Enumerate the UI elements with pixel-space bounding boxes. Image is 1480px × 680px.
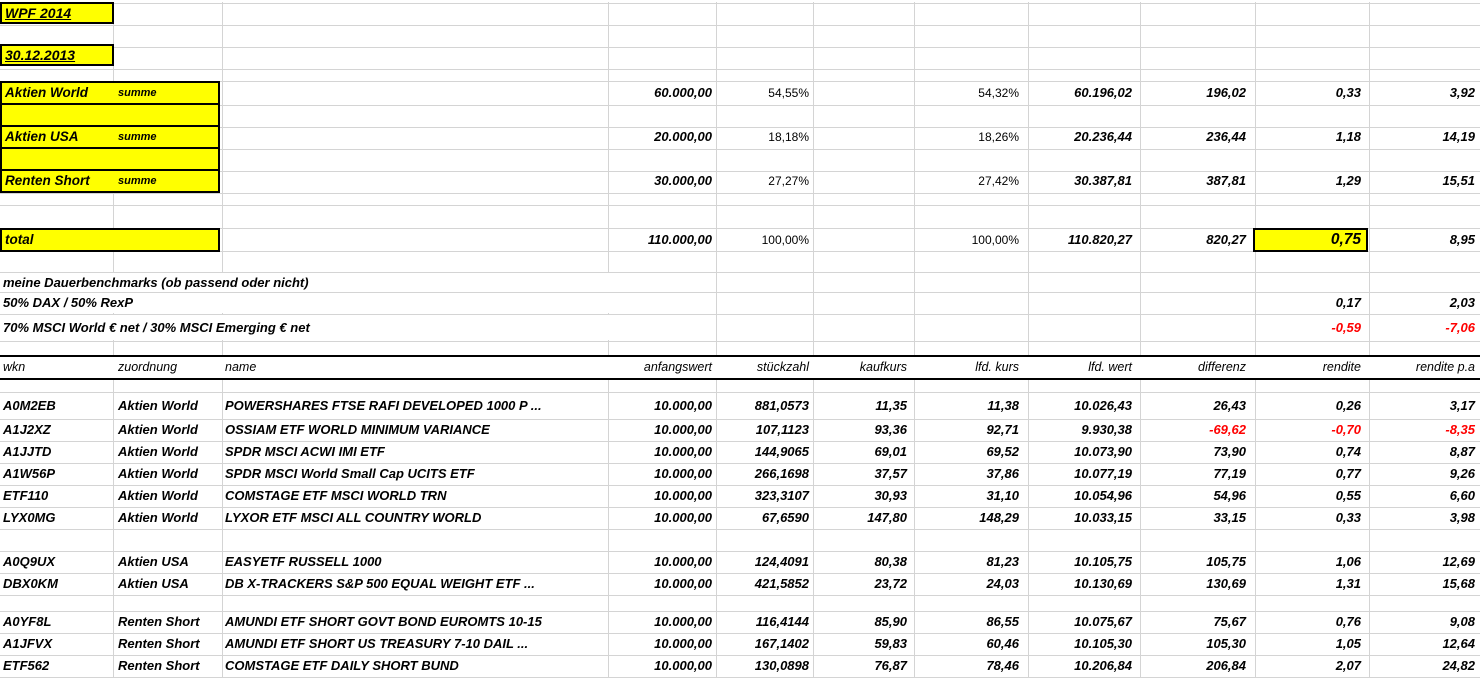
cell-anfangswert[interactable]: 10.000,00 [654, 444, 712, 459]
total-label: total [5, 232, 34, 247]
cell-rendite-pa[interactable]: 3,98 [1449, 510, 1475, 525]
column-header-rendite[interactable]: rendite [1322, 360, 1361, 374]
gridline-horizontal [0, 25, 1480, 26]
summary-sublabel: summe [118, 131, 157, 143]
cell-lfd-wert[interactable]: 10.206,84 [1074, 658, 1132, 673]
cell-anfangswert[interactable]: 10.000,00 [654, 554, 712, 569]
cell-rendite[interactable]: 0,75 [1330, 231, 1361, 248]
cell-anfangswert[interactable]: 10.000,00 [654, 488, 712, 503]
cell-zuordnung[interactable]: Aktien World [118, 488, 198, 503]
cell-wkn[interactable]: A1JJTD [3, 444, 52, 459]
cell-lfd-kurs[interactable]: 69,52 [986, 444, 1019, 459]
cell-anfangswert[interactable]: 110.000,00 [647, 232, 712, 247]
summary-spacer-cell[interactable] [0, 147, 220, 171]
gridline-horizontal [0, 149, 1480, 150]
gridline-horizontal [0, 47, 1480, 48]
cell-rendite-pa[interactable]: 3,92 [1449, 85, 1475, 100]
cell-rendite[interactable]: -0,70 [1331, 422, 1361, 437]
column-header-differenz[interactable]: differenz [1198, 360, 1246, 374]
cell-kaufkurs[interactable]: 11,35 [875, 398, 907, 413]
cell-name[interactable]: COMSTAGE ETF MSCI WORLD TRN [225, 488, 447, 503]
cell-anfangswert[interactable]: 10.000,00 [654, 466, 712, 481]
cell-rendite[interactable]: 0,55 [1335, 488, 1361, 503]
cell-rendite-pa[interactable]: 3,17 [1449, 398, 1475, 413]
cell-differenz[interactable]: 387,81 [1206, 173, 1246, 188]
cell-wkn[interactable]: A0Q9UX [3, 554, 56, 569]
gridline-horizontal [0, 3, 1480, 4]
sheet-date-cell[interactable] [0, 44, 114, 66]
gridline-horizontal [0, 105, 1480, 106]
cell-lfd-kurs[interactable]: 60,46 [986, 636, 1019, 651]
cell-differenz[interactable]: 73,90 [1213, 444, 1246, 459]
cell-lfd-kurs[interactable]: 81,23 [986, 554, 1019, 569]
gridline-horizontal [0, 205, 1480, 206]
cell-kaufkurs[interactable]: 59,83 [874, 636, 907, 651]
cell-wkn[interactable]: ETF562 [3, 658, 50, 673]
summary-label: Aktien USA [5, 129, 79, 144]
cell-anfangswert[interactable]: 60.000,00 [654, 85, 712, 100]
cell-differenz[interactable]: 105,75 [1206, 554, 1246, 569]
gridline-horizontal [0, 677, 1480, 678]
cell-anfangswert[interactable]: 10.000,00 [654, 398, 712, 413]
cell-stueckzahl[interactable]: 67,6590 [762, 510, 809, 525]
cell-rendite-pa[interactable]: 9,08 [1449, 614, 1475, 629]
cell-wkn[interactable]: A1JFVX [3, 636, 53, 651]
cell-wkn[interactable]: A0M2EB [3, 398, 56, 413]
cell-differenz[interactable]: 130,69 [1206, 576, 1246, 591]
column-header-lfd-wert[interactable]: lfd. wert [1088, 360, 1132, 374]
cell-kaufkurs[interactable]: 23,72 [874, 576, 907, 591]
cell-rendite[interactable]: 0,26 [1335, 398, 1361, 413]
column-header-stueckzahl[interactable]: stückzahl [756, 360, 809, 374]
cell-lfd-kurs[interactable]: 86,55 [986, 614, 1019, 629]
cell-anfangswert[interactable]: 10.000,00 [654, 422, 712, 437]
cell-differenz[interactable]: 75,67 [1213, 614, 1246, 629]
cell-stueckzahl[interactable]: 266,1698 [754, 466, 809, 481]
cell-name[interactable]: AMUNDI ETF SHORT US TREASURY 7-10 DAIL ... [225, 636, 529, 651]
cell-differenz[interactable]: 236,44 [1206, 129, 1246, 144]
cell-rendite[interactable]: 1,05 [1335, 636, 1361, 651]
gridline-horizontal [0, 529, 1480, 530]
cell-lfd-wert[interactable]: 10.073,90 [1074, 444, 1132, 459]
cell-name[interactable]: AMUNDI ETF SHORT GOVT BOND EUROMTS 10-15 [225, 614, 542, 629]
cell-lfd-wert[interactable]: 9.930,38 [1081, 422, 1132, 437]
cell-rendite-pa[interactable]: -8,35 [1445, 422, 1475, 437]
cell-zuordnung[interactable]: Renten Short [118, 658, 200, 673]
cell-anfangswert[interactable]: 20.000,00 [654, 129, 712, 144]
cell-zuordnung[interactable]: Aktien World [118, 444, 198, 459]
cell-lfd-wert[interactable]: 10.026,43 [1074, 398, 1132, 413]
cell-rendite-pa[interactable]: 14,19 [1442, 129, 1475, 144]
cell-rendite[interactable]: 0,17 [1335, 295, 1361, 310]
cell-lfd-kurs[interactable]: 78,46 [986, 658, 1019, 673]
cell-anfangswert[interactable]: 30.000,00 [654, 173, 712, 188]
summary-label-cell[interactable] [0, 169, 220, 193]
cell-lfd-kurs[interactable]: 54,32% [978, 86, 1019, 100]
cell-lfd-wert[interactable]: 60.196,02 [1074, 85, 1132, 100]
cell-stueckzahl[interactable]: 27,27% [768, 174, 809, 188]
cell-lfd-kurs[interactable]: 11,38 [987, 398, 1019, 413]
column-header-wkn[interactable]: wkn [3, 360, 26, 374]
column-header-name[interactable]: name [225, 360, 257, 374]
cell-rendite[interactable]: 2,07 [1335, 658, 1361, 673]
cell-wkn[interactable]: A1W56P [3, 466, 56, 481]
cell-lfd-kurs[interactable]: 92,71 [986, 422, 1019, 437]
cell-stueckzahl[interactable]: 124,4091 [754, 554, 809, 569]
cell-differenz[interactable]: 26,43 [1213, 398, 1246, 413]
summary-sublabel: summe [118, 87, 157, 99]
benchmark-name[interactable]: 70% MSCI World € net / 30% MSCI Emerging € net [0, 315, 610, 340]
cell-rendite[interactable]: -0,59 [1331, 320, 1361, 335]
cell-zuordnung[interactable]: Renten Short [118, 614, 200, 629]
cell-rendite-pa[interactable]: 9,26 [1449, 466, 1475, 481]
cell-differenz[interactable]: 54,96 [1213, 488, 1246, 503]
cell-stueckzahl[interactable]: 116,4144 [755, 614, 809, 629]
cell-rendite-pa[interactable]: -7,06 [1445, 320, 1475, 335]
total-label-cell[interactable] [0, 228, 220, 252]
cell-lfd-kurs[interactable]: 100,00% [971, 233, 1019, 247]
cell-differenz[interactable]: 33,15 [1213, 510, 1246, 525]
cell-anfangswert[interactable]: 10.000,00 [654, 576, 712, 591]
cell-lfd-kurs[interactable]: 31,10 [986, 488, 1019, 503]
cell-lfd-wert[interactable]: 10.054,96 [1074, 488, 1132, 503]
cell-name[interactable]: POWERSHARES FTSE RAFI DEVELOPED 1000 P ... [225, 398, 542, 413]
cell-anfangswert[interactable]: 10.000,00 [654, 510, 712, 525]
cell-name[interactable]: LYXOR ETF MSCI ALL COUNTRY WORLD [225, 510, 482, 525]
cell-rendite-pa[interactable]: 12,64 [1442, 636, 1475, 651]
cell-rendite-pa[interactable]: 6,60 [1449, 488, 1475, 503]
cell-stueckzahl[interactable]: 144,9065 [754, 444, 809, 459]
benchmark-name[interactable]: 50% DAX / 50% RexP [0, 293, 610, 313]
cell-rendite-pa[interactable]: 8,95 [1449, 232, 1475, 247]
cell-kaufkurs[interactable]: 37,57 [874, 466, 907, 481]
cell-rendite-pa[interactable]: 15,68 [1442, 576, 1475, 591]
cell-rendite-pa[interactable]: 12,69 [1442, 554, 1475, 569]
cell-lfd-wert[interactable]: 10.033,15 [1074, 510, 1132, 525]
gridline-horizontal [0, 341, 1480, 342]
cell-stueckzahl[interactable]: 421,5852 [754, 576, 809, 591]
cell-wkn[interactable]: ETF110 [3, 488, 49, 503]
cell-lfd-wert[interactable]: 10.077,19 [1074, 466, 1132, 481]
benchmarks-title[interactable]: meine Dauerbenchmarks (ob passend oder nicht) [0, 273, 613, 292]
cell-rendite[interactable]: 0,33 [1335, 510, 1361, 525]
cell-rendite[interactable]: 0,76 [1335, 614, 1361, 629]
cell-name[interactable]: DB X-TRACKERS S&P 500 EQUAL WEIGHT ETF ... [225, 576, 535, 591]
cell-differenz[interactable]: 206,84 [1206, 658, 1246, 673]
cell-zuordnung[interactable]: Aktien World [118, 510, 198, 525]
cell-zuordnung[interactable]: Aktien World [118, 422, 198, 437]
cell-kaufkurs[interactable]: 76,87 [874, 658, 907, 673]
summary-label-cell[interactable] [0, 81, 220, 105]
cell-rendite[interactable]: 0,74 [1335, 444, 1361, 459]
cell-lfd-wert[interactable]: 10.075,67 [1074, 614, 1132, 629]
cell-differenz[interactable]: 77,19 [1213, 466, 1246, 481]
cell-kaufkurs[interactable]: 93,36 [874, 422, 907, 437]
cell-lfd-wert[interactable]: 30.387,81 [1074, 173, 1132, 188]
column-header-anfangswert[interactable]: anfangswert [643, 360, 712, 374]
summary-spacer-cell[interactable] [0, 103, 220, 127]
cell-kaufkurs[interactable]: 80,38 [874, 554, 907, 569]
cell-kaufkurs[interactable]: 147,80 [867, 510, 907, 525]
cell-anfangswert[interactable]: 10.000,00 [654, 658, 712, 673]
summary-label-cell[interactable] [0, 125, 220, 149]
cell-stueckzahl[interactable]: 167,1402 [754, 636, 809, 651]
column-header-rendite-pa[interactable]: rendite p.a [1415, 360, 1475, 374]
cell-wkn[interactable]: DBX0KM [3, 576, 58, 591]
cell-wkn[interactable]: A0YF8L [3, 614, 52, 629]
cell-lfd-kurs[interactable]: 37,86 [986, 466, 1019, 481]
cell-rendite[interactable]: 1,06 [1335, 554, 1361, 569]
cell-kaufkurs[interactable]: 30,93 [874, 488, 907, 503]
cell-rendite[interactable]: 1,29 [1335, 173, 1361, 188]
cell-rendite-pa[interactable]: 8,87 [1449, 444, 1475, 459]
cell-lfd-wert[interactable]: 10.105,75 [1074, 554, 1132, 569]
gridline-horizontal [0, 193, 1480, 194]
cell-rendite-pa[interactable]: 15,51 [1442, 173, 1475, 188]
cell-differenz[interactable]: 105,30 [1206, 636, 1246, 651]
cell-stueckzahl[interactable]: 100,00% [761, 233, 809, 247]
cell-zuordnung[interactable]: Aktien USA [118, 554, 189, 569]
cell-anfangswert[interactable]: 10.000,00 [654, 614, 712, 629]
cell-lfd-kurs[interactable]: 27,42% [978, 174, 1019, 188]
sheet-title-cell[interactable] [0, 2, 114, 24]
cell-wkn[interactable]: LYX0MG [3, 510, 56, 525]
cell-lfd-wert[interactable]: 10.130,69 [1074, 576, 1132, 591]
cell-lfd-wert[interactable]: 20.236,44 [1074, 129, 1132, 144]
cell-rendite[interactable]: 1,18 [1335, 129, 1361, 144]
cell-rendite-pa[interactable]: 24,82 [1442, 658, 1475, 673]
cell-name[interactable]: SPDR MSCI World Small Cap UCITS ETF [225, 466, 475, 481]
cell-differenz[interactable]: 820,27 [1206, 232, 1246, 247]
summary-label: Aktien World [5, 85, 89, 100]
cell-rendite[interactable]: 1,31 [1335, 576, 1361, 591]
cell-rendite[interactable]: 0,33 [1335, 85, 1361, 100]
cell-lfd-kurs[interactable]: 18,26% [978, 130, 1019, 144]
gridline-horizontal [0, 595, 1480, 596]
cell-stueckzahl[interactable]: 130,0898 [754, 658, 809, 673]
cell-rendite[interactable]: 0,77 [1335, 466, 1361, 481]
cell-zuordnung[interactable]: Renten Short [118, 636, 200, 651]
cell-lfd-kurs[interactable]: 24,03 [986, 576, 1019, 591]
column-header-zuordnung[interactable]: zuordnung [118, 360, 178, 374]
cell-zuordnung[interactable]: Aktien USA [118, 576, 189, 591]
cell-kaufkurs[interactable]: 69,01 [874, 444, 907, 459]
cell-stueckzahl[interactable]: 323,3107 [754, 488, 809, 503]
cell-lfd-wert[interactable]: 10.105,30 [1074, 636, 1132, 651]
cell-rendite-pa[interactable]: 2,03 [1449, 295, 1475, 310]
summary-label: Renten Short [5, 173, 90, 188]
cell-name[interactable]: SPDR MSCI ACWI IMI ETF [225, 444, 385, 459]
column-header-lfd-kurs[interactable]: lfd. kurs [975, 360, 1019, 374]
cell-name[interactable]: EASYETF RUSSELL 1000 [225, 554, 382, 569]
sheet-title: WPF 2014 [5, 5, 72, 21]
sheet-date: 30.12.2013 [5, 47, 76, 63]
cell-zuordnung[interactable]: Aktien World [118, 466, 198, 481]
cell-differenz[interactable]: 196,02 [1206, 85, 1246, 100]
cell-stueckzahl[interactable]: 54,55% [768, 86, 809, 100]
cell-name[interactable]: OSSIAM ETF WORLD MINIMUM VARIANCE [225, 422, 490, 437]
cell-stueckzahl[interactable]: 18,18% [768, 130, 809, 144]
summary-sublabel: summe [118, 175, 157, 187]
cell-stueckzahl[interactable]: 881,0573 [754, 398, 809, 413]
cell-stueckzahl[interactable]: 107,1123 [755, 422, 809, 437]
cell-lfd-kurs[interactable]: 148,29 [979, 510, 1019, 525]
cell-zuordnung[interactable]: Aktien World [118, 398, 198, 413]
cell-differenz[interactable]: -69,62 [1209, 422, 1246, 437]
cell-lfd-wert[interactable]: 110.820,27 [1067, 232, 1132, 247]
cell-name[interactable]: COMSTAGE ETF DAILY SHORT BUND [225, 658, 459, 673]
gridline-horizontal [0, 69, 1480, 70]
cell-wkn[interactable]: A1J2XZ [3, 422, 51, 437]
cell-kaufkurs[interactable]: 85,90 [874, 614, 907, 629]
column-header-kaufkurs[interactable]: kaufkurs [859, 360, 907, 374]
cell-anfangswert[interactable]: 10.000,00 [654, 636, 712, 651]
